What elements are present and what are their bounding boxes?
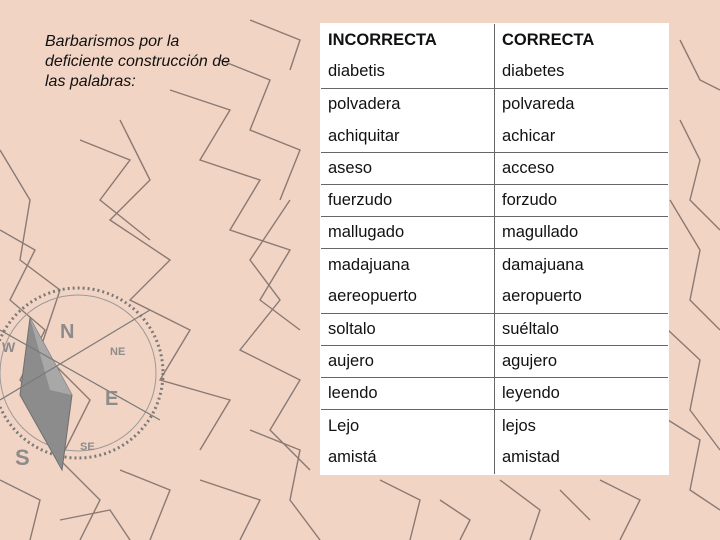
- header-incorrect: INCORRECTA: [321, 24, 495, 56]
- cell-correct: acceso: [495, 153, 669, 185]
- table-row: [321, 88, 668, 120]
- table-row: [321, 153, 668, 185]
- cell-correct: lejos: [495, 410, 669, 442]
- cell-correct: agujero: [495, 345, 669, 377]
- table-row: [321, 185, 668, 217]
- table-row: [321, 442, 668, 474]
- table-row: [321, 217, 668, 249]
- table-row: [321, 120, 668, 152]
- cell-incorrect: aujero: [321, 345, 495, 377]
- cell-incorrect: achiquitar: [321, 120, 495, 152]
- cell-incorrect: madajuana: [321, 249, 495, 281]
- compass-letter-n: N: [60, 321, 75, 343]
- compass-letter-w: W: [2, 339, 16, 355]
- cell-incorrect: aseso: [321, 153, 495, 185]
- slide-heading: [45, 32, 285, 92]
- compass-letter-ne: NE: [110, 346, 126, 358]
- compass-rose: [0, 288, 163, 470]
- table-row: [321, 345, 668, 377]
- cell-incorrect: leendo: [321, 378, 495, 410]
- cell-correct: diabetes: [502, 62, 565, 81]
- compass-letter-e: E: [105, 388, 119, 410]
- cell-incorrect: soltalo: [321, 313, 495, 345]
- table-row: [321, 378, 668, 410]
- cell-correct: polvareda: [495, 88, 669, 120]
- barbarisms-table-panel: [321, 24, 668, 474]
- compass-letter-s: S: [15, 445, 30, 470]
- cell-correct: achicar: [502, 126, 556, 145]
- cell-correct: aeropuerto: [502, 287, 582, 306]
- table-header-row: [321, 24, 668, 56]
- cell-correct: leyendo: [495, 378, 669, 410]
- heading-line-3: las palabras:: [45, 73, 136, 90]
- cell-correct: amistad: [502, 448, 560, 467]
- heading-line-2: deficiente construcción de: [45, 53, 230, 70]
- cell-incorrect: polvadera: [321, 88, 495, 120]
- cell-incorrect: diabetis: [321, 56, 495, 88]
- cell-correct: magullado: [495, 217, 669, 249]
- barbarisms-table: [321, 24, 668, 474]
- cell-incorrect: fuerzudo: [321, 185, 495, 217]
- compass-letter-se: SE: [80, 441, 95, 453]
- cell-incorrect: mallugado: [321, 217, 495, 249]
- header-correct: CORRECTA: [502, 30, 595, 49]
- cell-incorrect: aereopuerto: [321, 281, 495, 313]
- table-row: [321, 56, 668, 88]
- cell-incorrect: amistá: [321, 442, 495, 474]
- heading-line-1: Barbarismos por la: [45, 33, 180, 50]
- table-row: [321, 313, 668, 345]
- cell-correct: damajuana: [495, 249, 669, 281]
- cell-incorrect: Lejo: [321, 410, 495, 442]
- cell-correct: forzudo: [495, 185, 669, 217]
- cell-correct: suéltalo: [495, 313, 669, 345]
- table-row: [321, 410, 668, 442]
- table-row: [321, 281, 668, 313]
- table-row: [321, 249, 668, 281]
